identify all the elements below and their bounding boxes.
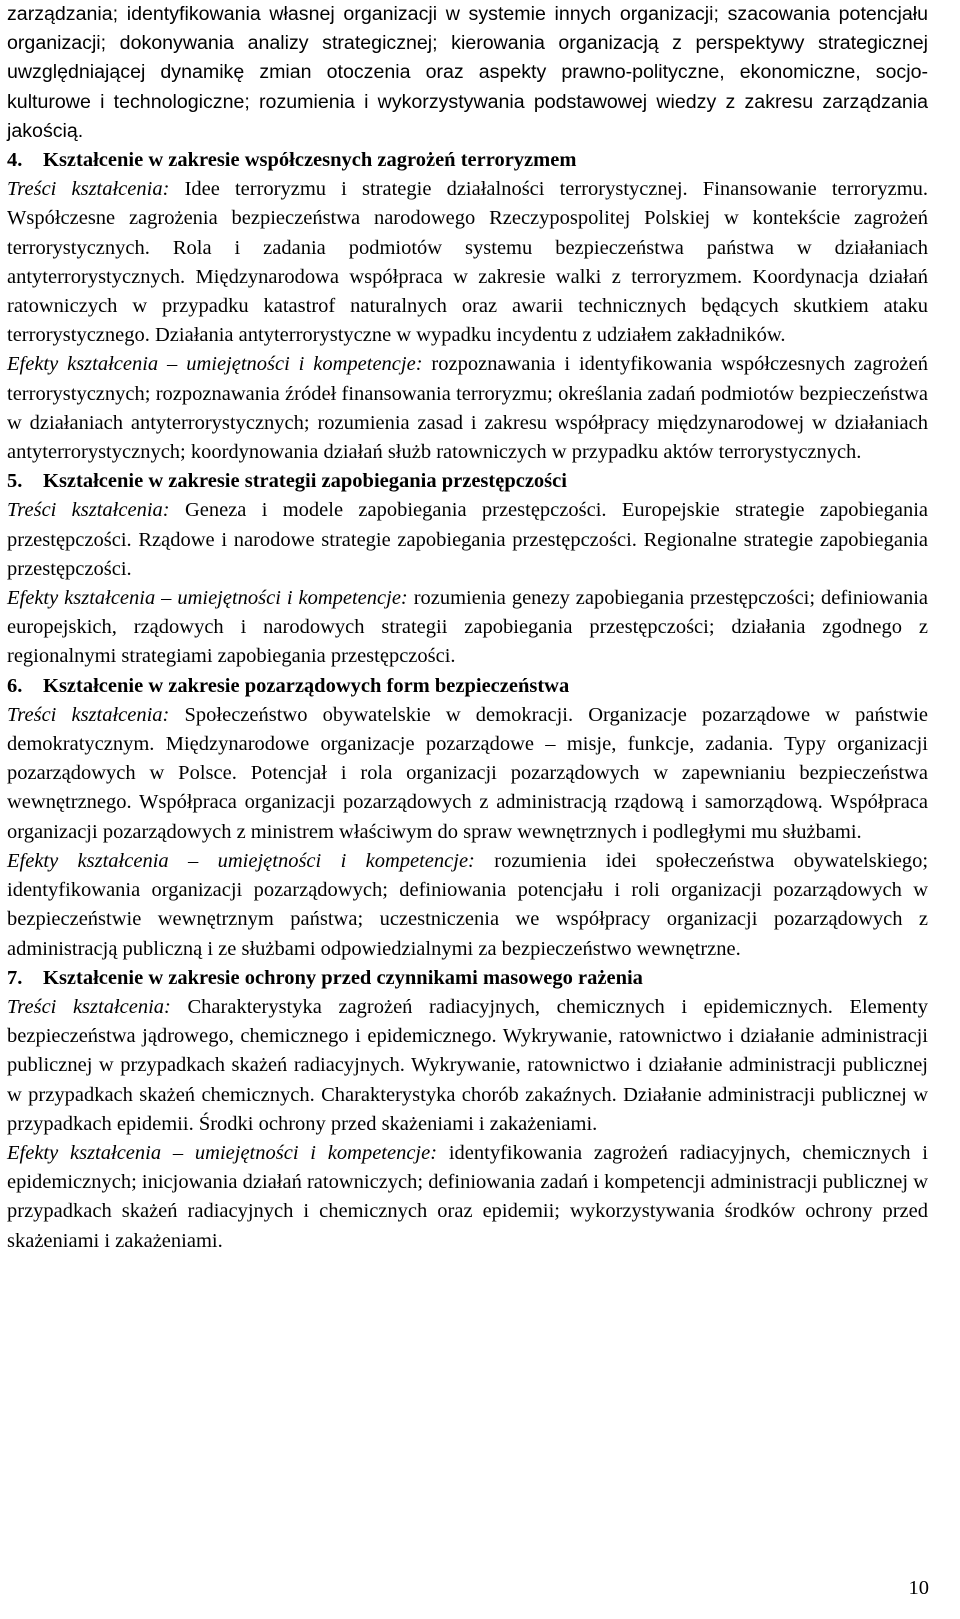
- effects-paragraph: [7, 847, 928, 964]
- effects-text: rozumienia idei społeczeństwa obywatelskiego; identyfikowania organizacji pozarządowych; definiowania potencjału i roli organizacji pozarządowych w bezpieczeństwie wewnętrznym państwa; uczestniczenia we współpracy organizacji pozarządowych z administracją publiczną i ze służbami odpowiedzialnymi za bezpieczeństwo wewnętrzne.: [7, 849, 929, 960]
- effects-text: rozpoznawania i identyfikowania współczesnych zagrożeń terrorystycznych; rozpoznawania źródeł finansowania terroryzmu; określania zadań podmiotów bezpieczeństwa w działaniach antyterrorystycznych; rozumienia zasad i zakresu współpracy międzynarodowej w działaniach antyterrorystycznych; koordynowania działań służb ratowniczych w przypadku aktów terrorystycznych.: [7, 353, 928, 464]
- section-heading: [7, 672, 928, 701]
- content-paragraph: [7, 701, 928, 847]
- effects-label: Efekty kształcenia – umiejętności i kompetencje:: [7, 1141, 438, 1164]
- effects-paragraph: [7, 350, 928, 467]
- content-label: Treści kształcenia:: [7, 178, 170, 201]
- document-page: [7, 0, 928, 1256]
- section-number: 7.: [7, 966, 23, 989]
- effects-label: Efekty kształcenia – umiejętności i kompetencje:: [7, 587, 408, 610]
- content-label: Treści kształcenia:: [7, 703, 170, 726]
- section-4: [7, 146, 928, 467]
- content-text: Idee terroryzmu i strategie działalności terrorystycznej. Finansowanie terroryzmu. Współczesne zagrożenia bezpieczeństwa narodowego Rzeczypospolitej Polskiej w kontekście zagrożeń terrorystycznych. Rola i zadania podmiotów systemu bezpieczeństwa państwa w działaniach antyterrorystycznych. Międzynarodowa współpraca w zakresie walki z terroryzmem. Koordynacja działań ratowniczych w przypadku katastrof naturalnych oraz awarii technicznych będących skutkiem ataku terrorystycznego. Działania antyterrorystyczne w wypadku incydentu z udziałem zakładników.: [7, 178, 929, 347]
- effects-text: identyfikowania zagrożeń radiacyjnych, chemicznych i epidemicznych; inicjowania działań ratowniczych; definiowania zadań i kompetencji administracji publicznej w przypadkach skażeń radiacyjnych i chemicznych oraz epidemii; wykorzystywania środków ochrony przed skażeniami i zakażeniami.: [7, 1141, 929, 1252]
- section-number: 4.: [7, 149, 23, 172]
- section-title: Kształcenie w zakresie strategii zapobiegania przestępczości: [43, 470, 567, 493]
- section-number: 5.: [7, 470, 23, 493]
- content-paragraph: [7, 175, 928, 350]
- content-text: Geneza i modele zapobiegania przestępczości. Europejskie strategie zapobiegania przestępczości. Rządowe i narodowe strategie zapobiegania przestępczości. Regionalne strategie zapobiegania przestępczości.: [7, 499, 928, 580]
- section-7: [7, 964, 928, 1256]
- section-5: [7, 467, 928, 671]
- effects-paragraph: [7, 1139, 928, 1256]
- section-heading: [7, 467, 928, 496]
- page-number: 10: [908, 1577, 929, 1599]
- content-text: Charakterystyka zagrożeń radiacyjnych, chemicznych i epidemicznych. Elementy bezpieczeństwa jądrowego, chemicznego i epidemicznego. Wykrywanie, ratownictwo i działanie administracji publicznej w przypadkach skażeń radiacyjnych. Wykrywanie, ratownictwo i działanie administracji publicznej w przypadkach skażeń chemicznych. Charakterystyka chorób zakaźnych. Działanie administracji publicznej w przypadkach epidemii. Środki ochrony przed skażeniami i zakażeniami.: [7, 995, 929, 1135]
- intro-paragraph: zarządzania; identyfikowania własnej organizacji w systemie innych organizacji; szacowania potencjału organizacji; dokonywania analizy strategicznej; kierowania organizacją z perspektywy strategicznej uwzględniającej dynamikę zmian otoczenia oraz aspekty prawno-polityczne, ekonomiczne, socjo-kulturowe i technologiczne; rozumienia i wykorzystywania podstawowej wiedzy z zakresu zarządzania jakością.: [7, 3, 928, 142]
- section-title: Kształcenie w zakresie pozarządowych form bezpieczeństwa: [43, 674, 570, 697]
- content-text: Społeczeństwo obywatelskie w demokracji. Organizacje pozarządowe w państwie demokratycznym. Międzynarodowe organizacje pozarządowe – misje, funkcje, zadania. Typy organizacji pozarządowych w Polsce. Potencjał i rola organizacji pozarządowych w zapewnianiu bezpieczeństwa wewnętrznego. Współpraca organizacji pozarządowych z administracją rządową i samorządową. Współpraca organizacji pozarządowych z ministrem właściwym do spraw wewnętrznych i podległymi mu służbami.: [7, 703, 928, 843]
- effects-text: rozumienia genezy zapobiegania przestępczości; definiowania europejskich, rządowych i narodowych strategii zapobiegania przestępczości; działania zgodnego z regionalnymi strategiami zapobiegania przestępczości.: [7, 587, 929, 668]
- section-heading: [7, 146, 928, 175]
- section-6: [7, 672, 928, 964]
- content-label: Treści kształcenia:: [7, 499, 170, 522]
- section-title: Kształcenie w zakresie współczesnych zagrożeń terroryzmem: [43, 149, 577, 172]
- section-heading: [7, 964, 928, 993]
- content-paragraph: [7, 993, 928, 1139]
- effects-label: Efekty kształcenia – umiejętności i kompetencje:: [7, 353, 423, 376]
- section-title: Kształcenie w zakresie ochrony przed czynnikami masowego rażenia: [43, 966, 643, 989]
- effects-label: Efekty kształcenia – umiejętności i kompetencje:: [7, 849, 475, 872]
- section-number: 6.: [7, 674, 23, 697]
- content-label: Treści kształcenia:: [7, 995, 171, 1018]
- effects-paragraph: [7, 584, 928, 672]
- content-paragraph: [7, 496, 928, 584]
